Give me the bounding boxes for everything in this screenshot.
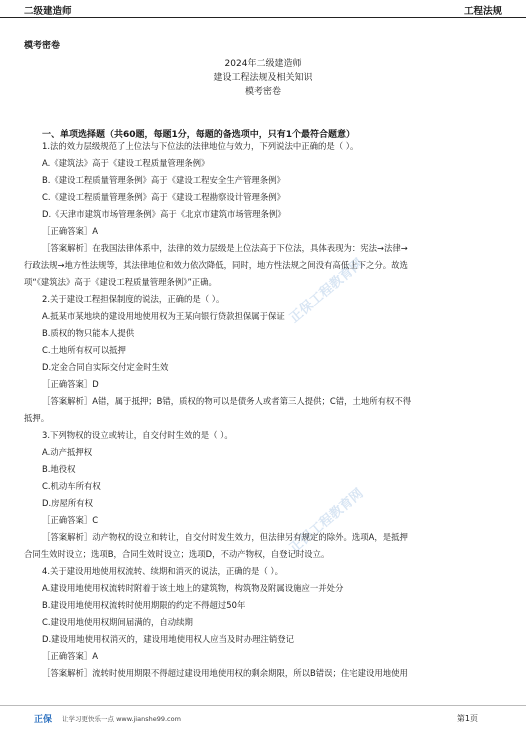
option-text: A.《建筑法》高于《建设工程质量管理条例》 (42, 158, 210, 168)
explanation-text: 合同生效时设立；选项B，合同生效时设立；选项D，不动产物权，自登记时设立。 (24, 549, 330, 559)
explanation-text: ［答案解析］动产物权的设立和转让，自交付时发生效力，但法律另有规定的除外。选项A，是抵押 (42, 532, 408, 542)
doc-title-paper: 模考密卷 (244, 87, 281, 97)
option-text: B.《建设工程质量管理条例》高于《建设工程安全生产管理条例》 (42, 175, 285, 185)
question-text: 3.下列物权的设立或转让，自交付时生效的是（ ）。 (42, 430, 233, 440)
explanation-text: ［答案解析］A错，属于抵押；B错，质权的物可以是债务人或者第三人提供；C错，土地所有权不得 (42, 396, 412, 406)
option-text: C.《建设工程质量管理条例》高于《建设工程勘察设计管理条例》 (42, 192, 286, 202)
doc-label: 模考密卷 (24, 41, 61, 51)
answer-text: ［正确答案］A (42, 651, 98, 661)
option-text: C.建设用地使用权期间届满的，自动续期 (42, 617, 193, 627)
option-text: B.建设用地使用权流转时使用期限的约定不得超过50年 (42, 600, 246, 610)
doc-title-year: 2024年二级建造师 (224, 59, 302, 69)
question-text: 1.法的效力层级规范了上位法与下位法的法律地位与效力，下列说法中正确的是（ ）。 (42, 141, 359, 151)
question-text: 2.关于建设工程担保制度的说法，正确的是（ ）。 (42, 294, 225, 304)
question-text: 4.关于建设用地使用权流转、续期和消灭的说法，正确的是（ ）。 (42, 566, 283, 576)
watermark: 正保工程教育网 (287, 486, 367, 557)
answer-text: ［正确答案］A (42, 226, 98, 236)
watermark: 正保工程教育网 (287, 256, 367, 327)
section-title: 一、单项选择题（共60题，每题1分，每题的备选项中，只有1个最符合题意） (42, 130, 356, 140)
option-text: C.机动车所有权 (42, 481, 101, 491)
option-text: D.定金合同自实际交付定金时生效 (42, 362, 169, 372)
explanation-text: 行政法规→地方性法规等，其法律地位和效力依次降低，同时，地方性法规之间没有高低上下之分。故选 (24, 260, 408, 270)
page-footer (0, 705, 526, 734)
option-text: B.地役权 (42, 464, 76, 474)
page-header (0, 0, 526, 18)
option-text: A.抵某市某地块的建设用地使用权为王某向银行贷款担保属于保证 (42, 311, 285, 321)
brand-logo: 正保 (34, 715, 53, 725)
answer-text: ［正确答案］C (42, 515, 99, 525)
option-text: B.质权的物只能本人提供 (42, 328, 135, 338)
option-text: A.动产抵押权 (42, 447, 93, 457)
answer-text: ［正确答案］D (42, 379, 99, 389)
option-text: C.土地所有权可以抵押 (42, 345, 126, 355)
doc-title-subject: 建设工程法规及相关知识 (213, 73, 313, 83)
footer-text: 让学习更快乐一点 www.jianshe99.com (62, 715, 181, 723)
option-text: A.建设用地使用权流转时附着于该土地上的建筑物，构筑物及附属设施应一并处分 (42, 583, 344, 593)
explanation-text: 项“《建筑法》高于《建设工程质量管理条例》”正确。 (24, 277, 217, 287)
header-right-title: 工程法规 (463, 6, 502, 17)
option-text: D.《天津市建筑市场管理条例》高于《北京市建筑市场管理条例》 (42, 209, 286, 219)
option-text: D.建设用地使用权消灭的，建设用地使用权人应当及时办理注销登记 (42, 634, 294, 644)
header-left-title: 二级建造师 (24, 6, 72, 17)
page-number: 第1页 (456, 714, 478, 723)
explanation-text: 抵押。 (24, 413, 50, 423)
option-text: D.房屋所有权 (42, 498, 93, 508)
explanation-text: ［答案解析］流转时使用期限不得超过建设用地使用权的剩余期限，所以B错误；住宅建设用地使用 (42, 668, 408, 678)
explanation-text: ［答案解析］在我国法律体系中，法律的效力层级是上位法高于下位法，具体表现为：宪法→法律→ (42, 243, 408, 253)
